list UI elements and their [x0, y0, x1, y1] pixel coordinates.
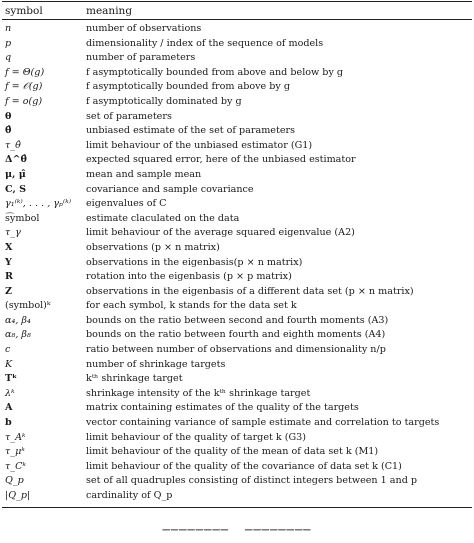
row-meaning: estimate claculated on the data [86, 212, 240, 224]
row-symbol: C, S [5, 183, 27, 195]
row-symbol: q [5, 52, 12, 64]
table-row [2, 197, 472, 212]
table-row [2, 22, 472, 37]
row-symbol: b [5, 417, 12, 429]
table-row [2, 168, 472, 183]
row-symbol: τ_θ̂ [5, 139, 21, 151]
table-row [2, 124, 472, 139]
table-row [2, 241, 472, 256]
row-meaning: shrinkage intensity of the kᵗʰ shrinkage target [86, 387, 311, 399]
row-symbol: τ_γ [5, 227, 21, 239]
row-symbol: f = Θ(g) [5, 66, 45, 78]
row-symbol: n [5, 23, 12, 34]
row-meaning: mean and sample mean [86, 168, 202, 180]
row-symbol: c [5, 344, 11, 356]
row-symbol: λᵏ [5, 387, 15, 399]
table-row [2, 445, 472, 460]
row-meaning: number of observations [86, 23, 202, 34]
table-row [2, 256, 472, 271]
bottom-rule [2, 507, 472, 508]
table-row [2, 431, 472, 446]
row-meaning: observations (p × n matrix) [86, 241, 220, 253]
row-symbol: R [5, 271, 13, 283]
table-row [2, 401, 472, 416]
row-meaning: limit behaviour of the unbiased estimator (G1) [86, 139, 313, 151]
row-meaning: set of parameters [86, 110, 172, 122]
row-meaning: matrix containing estimates of the quality of the targets [86, 402, 359, 414]
row-meaning: rotation into the eigenbasis (p × p matrix) [86, 271, 292, 283]
table-body [2, 20, 472, 504]
table-row [2, 285, 472, 300]
row-meaning: number of shrinkage targets [86, 358, 226, 370]
row-meaning: f asymptotically dominated by g [86, 95, 242, 107]
row-meaning: vector containing variance of sample estimate and correlation to targets [86, 417, 440, 429]
row-meaning: limit behaviour of the quality of the mean of data set k (M1) [86, 446, 379, 458]
table-row [2, 474, 472, 489]
row-symbol: Y [5, 256, 12, 268]
row-meaning: ratio between number of observations and dimensionality n/p [86, 344, 386, 356]
table-row [2, 416, 472, 431]
table-row [2, 37, 472, 52]
row-meaning: eigenvalues of C [86, 198, 167, 210]
table-row [2, 328, 472, 343]
row-meaning: f asymptotically bounded from above and below by g [86, 66, 344, 78]
row-symbol: |Q_p| [5, 490, 31, 501]
table-row [2, 314, 472, 329]
row-symbol: τ_Cᵏ [5, 460, 26, 472]
table-row [2, 343, 472, 358]
row-symbol: A [5, 402, 13, 414]
table-row [2, 110, 472, 125]
row-meaning: set of all quadruples consisting of distinct integers between 1 and p [86, 475, 418, 487]
row-symbol: α₈, β₈ [5, 329, 31, 341]
row-symbol: p [5, 37, 12, 49]
table-row [2, 153, 472, 168]
row-symbol: θ̂ [5, 125, 12, 137]
row-symbol: Tᵏ [5, 373, 18, 385]
row-meaning: kᵗʰ shrinkage target [86, 373, 183, 385]
table-row [2, 139, 472, 154]
row-symbol: γ₁⁽ᵏ⁾, . . . , γₚ⁽ᵏ⁾ [5, 198, 72, 210]
table-row [2, 183, 472, 198]
table-row [2, 460, 472, 475]
row-meaning: observations in the eigenbasis of a different data set (p × n matrix) [86, 285, 414, 297]
table-row [2, 212, 472, 227]
row-symbol: θ [5, 110, 12, 122]
row-meaning: bounds on the ratio between fourth and eighth moments (A4) [86, 329, 386, 341]
row-symbol: Δ^θ̂ [5, 154, 27, 166]
row-symbol: μ, μ̂ [5, 168, 26, 180]
row-meaning: for each symbol, k stands for the data set k [86, 300, 297, 312]
table-row [2, 51, 472, 66]
row-symbol: f = 𝒪(g) [5, 81, 43, 93]
row-symbol: X [5, 241, 13, 253]
row-meaning: dimensionality / index of the sequence of models [86, 37, 324, 49]
row-meaning: limit behaviour of the quality of target k (G3) [86, 431, 307, 443]
row-meaning: limit behaviour of the quality of the covariance of data set k (C1) [86, 460, 402, 472]
row-symbol: α₄, β₄ [5, 314, 31, 326]
row-symbol: Z [5, 285, 13, 297]
row-symbol: K [5, 358, 13, 370]
row-meaning: number of parameters [86, 52, 196, 64]
row-symbol: s͡ymbol [5, 212, 40, 224]
row-symbol: τ_μᵏ [5, 446, 25, 458]
table-row [2, 372, 472, 387]
row-meaning: cardinality of Q_p [86, 490, 173, 501]
row-meaning: covariance and sample covariance [86, 183, 254, 195]
row-meaning: expected squared error, here of the unbiased estimator [86, 154, 356, 166]
row-meaning: limit behaviour of the average squared eigenvalue (A2) [86, 227, 355, 239]
row-symbol: f = o(g) [5, 95, 43, 107]
table-row [2, 299, 472, 314]
row-meaning: bounds on the ratio between second and fourth moments (A3) [86, 314, 389, 326]
table-row [2, 80, 472, 95]
table-row [2, 270, 472, 285]
table-row [2, 66, 472, 81]
table-row [2, 358, 472, 373]
row-meaning: unbiased estimate of the set of parameters [86, 125, 296, 137]
table-row [2, 95, 472, 110]
table-row [2, 489, 472, 504]
table-caption-cropped: ▔▔▔▔▔▔▔▔ ▔▔▔▔▔▔▔▔ [162, 530, 312, 541]
header-symbol: symbol [5, 4, 43, 17]
table-header [2, 2, 472, 19]
table-row [2, 226, 472, 241]
row-meaning: f asymptotically bounded from above by g [86, 81, 291, 93]
row-symbol: Q_p [5, 475, 24, 487]
row-meaning: observations in the eigenbasis(p × n matrix) [86, 256, 303, 268]
row-symbol: (symbol)ᵏ [5, 300, 51, 312]
row-symbol: τ_Aᵏ [5, 431, 26, 443]
symbol-table [2, 1, 472, 508]
table-row [2, 387, 472, 402]
header-meaning: meaning [86, 4, 133, 17]
